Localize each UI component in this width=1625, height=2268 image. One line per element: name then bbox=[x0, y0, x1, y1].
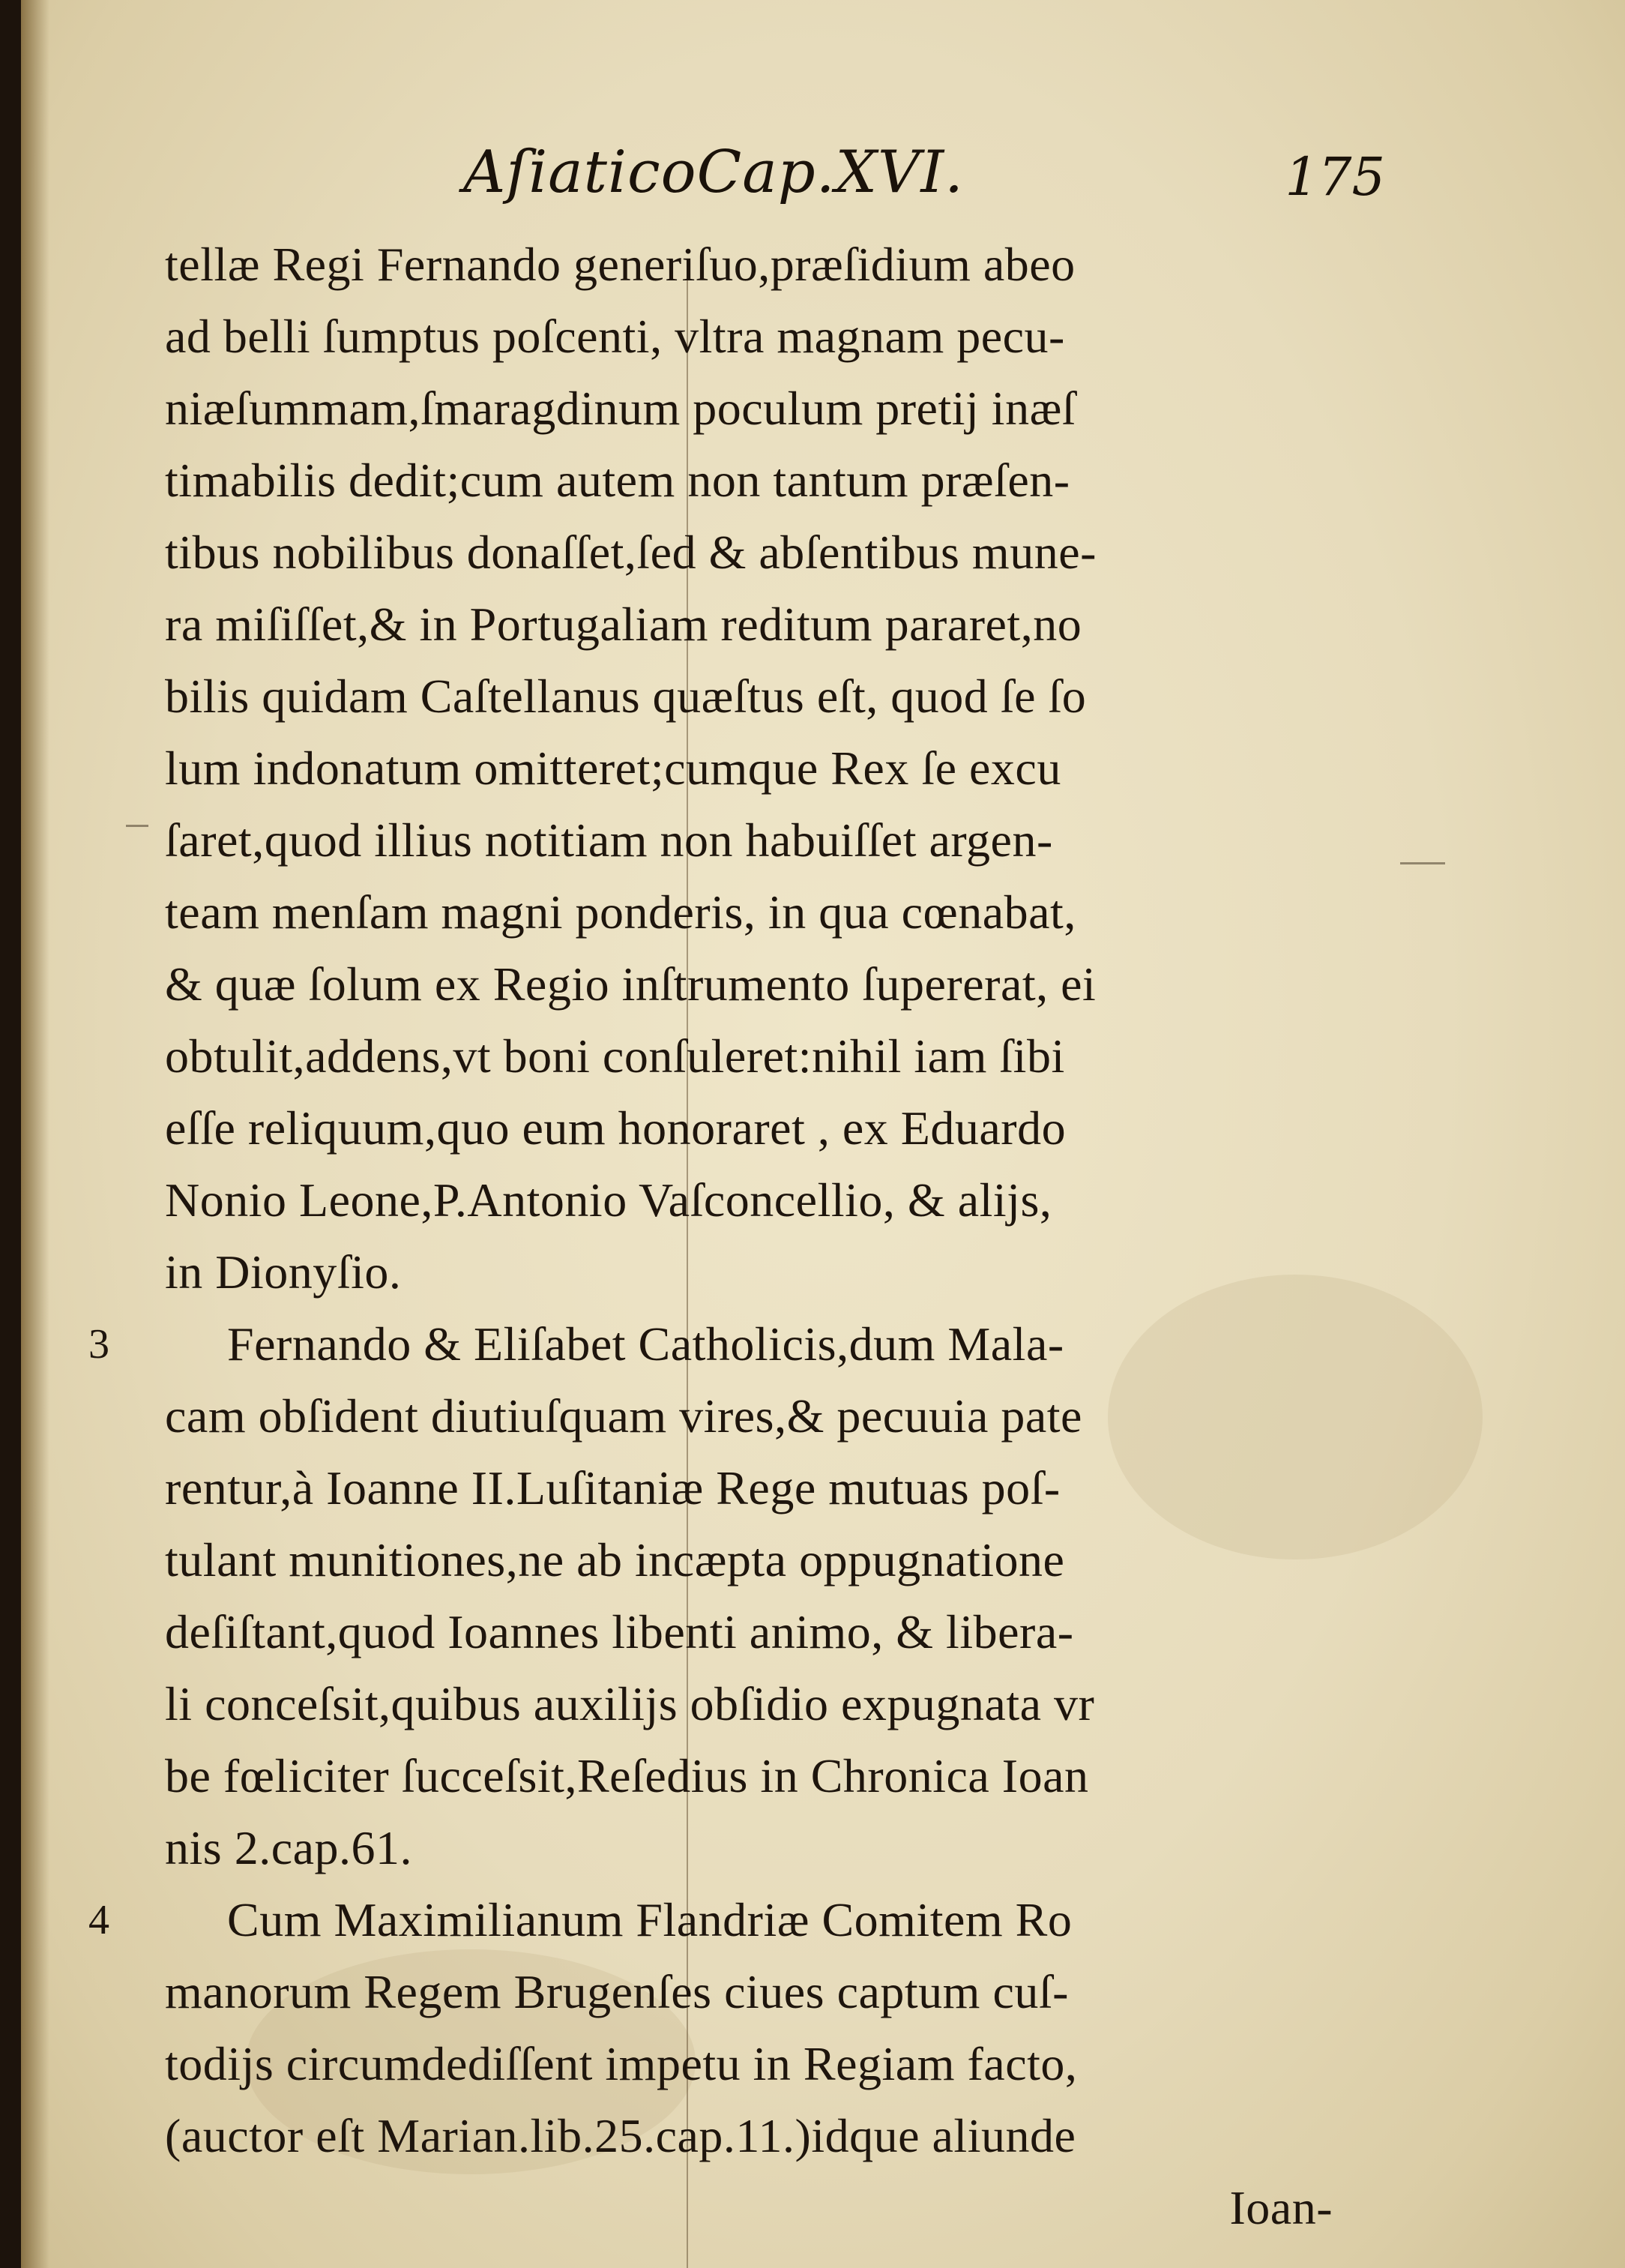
text-line: be fœliciter ſucceſsit,Reſedius in Chronica Ioan bbox=[165, 1749, 1089, 1802]
page-gutter-shadow bbox=[21, 0, 49, 2268]
text-line: obtulit,addens,vt boni conſuleret:nihil iam ſibi bbox=[165, 1029, 1065, 1083]
text-line: nis 2.cap.61. bbox=[165, 1821, 412, 1874]
text-line: Cum Maximilianum Flandriæ Comitem Ro bbox=[227, 1893, 1073, 1946]
text-line: ſaret,quod illius notitiam non habuiſſet argen- bbox=[165, 813, 1053, 867]
text-line: deſiſtant,quod Ioannes libenti animo, & libera- bbox=[165, 1605, 1074, 1658]
text-line: manorum Regem Brugenſes ciues captum cuſ- bbox=[165, 1965, 1069, 2018]
running-head-title: AſiaticoCap.XVI. bbox=[463, 139, 964, 206]
text-line: tellæ Regi Fernando generiſuo,præſidium abeo bbox=[165, 238, 1076, 291]
margin-note-number: 4 bbox=[88, 1897, 109, 1943]
page-number: 175 bbox=[1285, 146, 1385, 208]
catchword: Ioan- bbox=[1229, 2181, 1333, 2234]
text-line: tulant munitiones,ne ab incæpta oppugnatione bbox=[165, 1533, 1065, 1586]
text-line: tibus nobilibus donaſſet,ſed & abſentibus mune- bbox=[165, 526, 1097, 579]
margin-note-number: 3 bbox=[88, 1321, 109, 1368]
text-line: Fernando & Eliſabet Catholicis,dum Mala- bbox=[227, 1317, 1064, 1371]
text-line: timabilis dedit;cum autem non tantum præſen- bbox=[165, 454, 1070, 507]
text-line: cam obſident diutiuſquam vires,& pecuuia pate bbox=[165, 1389, 1082, 1443]
text-line: ra miſiſſet,& in Portugaliam reditum pararet,no bbox=[165, 598, 1082, 651]
margin-mark bbox=[126, 825, 148, 827]
text-line: lum indonatum omitteret;cumque Rex ſe excu bbox=[165, 742, 1061, 795]
text-line: bilis quidam Caſtellanus quæſtus eſt, quod ſe ſo bbox=[165, 670, 1087, 723]
running-head bbox=[463, 139, 1385, 221]
text-line: rentur,à Ioanne II.Luſitaniæ Rege mutuas poſ- bbox=[165, 1461, 1061, 1514]
text-line: todijs circumdediſſent impetu in Regiam facto, bbox=[165, 2037, 1078, 2090]
text-line: team menſam magni ponderis, in qua cœnabat, bbox=[165, 885, 1076, 939]
margin-mark bbox=[1400, 862, 1445, 864]
text-line: li conceſsit,quibus auxilijs obſidio expugnata vr bbox=[165, 1677, 1095, 1730]
text-line: eſſe reliquum,quo eum honoraret , ex Eduardo bbox=[165, 1101, 1067, 1155]
text-line: in Dionyſio. bbox=[165, 1245, 402, 1299]
text-line: ad belli ſumptus poſcenti, vltra magnam pecu- bbox=[165, 310, 1065, 363]
text-line: Nonio Leone,P.Antonio Vaſconcellio, & alijs, bbox=[165, 1173, 1052, 1227]
book-page bbox=[21, 0, 1625, 2268]
text-line: (auctor eſt Marian.lib.25.cap.11.)idque aliunde bbox=[165, 2109, 1076, 2162]
text-line: niæſummam,ſmaragdinum poculum pretij inæſ bbox=[165, 382, 1076, 435]
text-line: & quæ ſolum ex Regio inſtrumento ſupererat, ei bbox=[165, 957, 1097, 1011]
